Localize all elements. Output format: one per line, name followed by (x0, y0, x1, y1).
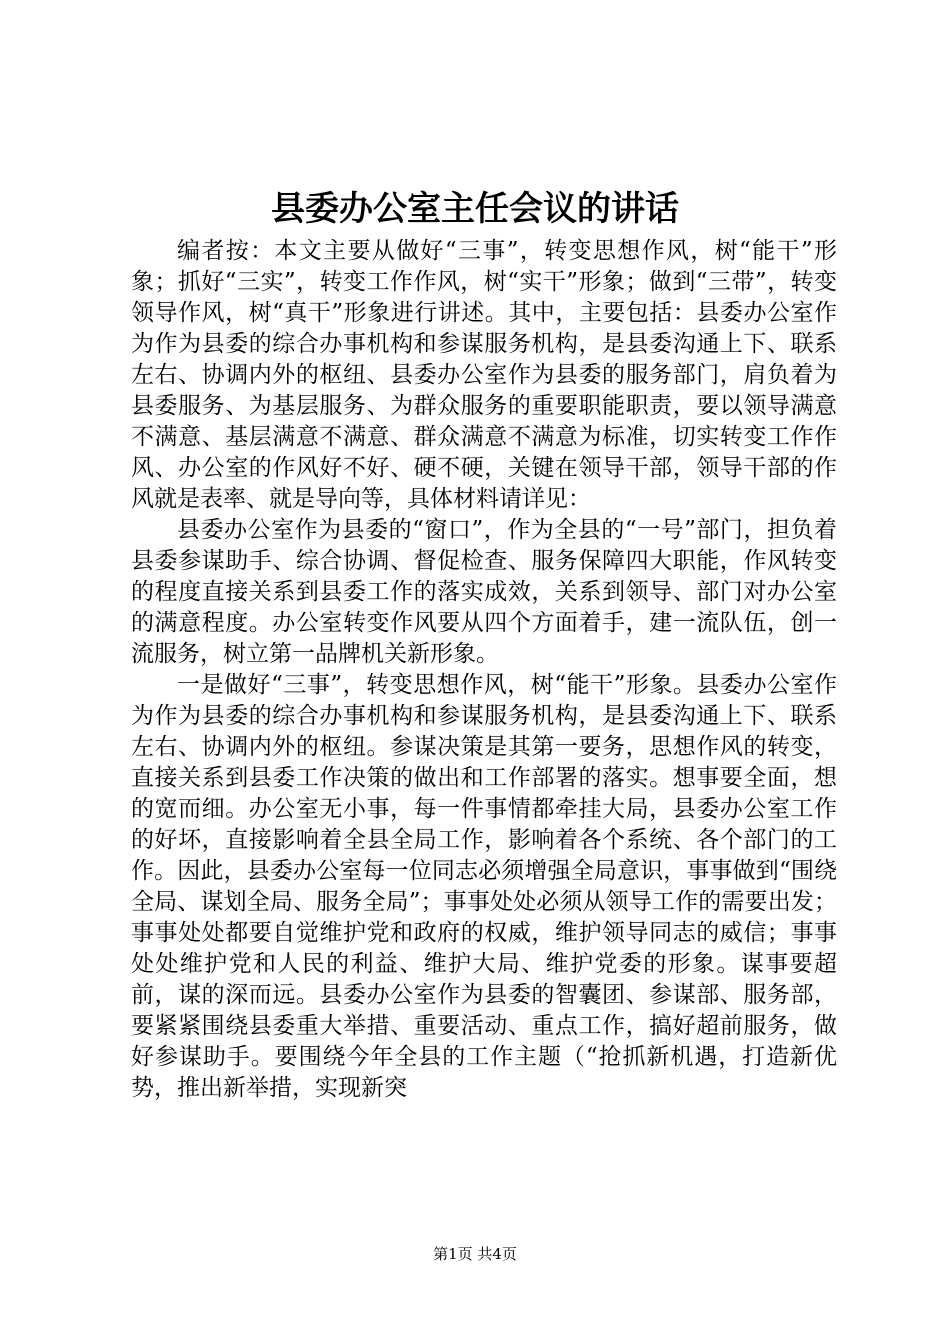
document-body (131, 236, 837, 1104)
page-title: 县委办公室主任会议的讲话 (271, 189, 679, 229)
page-number-footer: 第1页 共4页 (433, 1245, 517, 1263)
paragraph-section-one: 一是做好“三事”，转变思想作风，树“能干”形象。县委办公室作为作为县委的综合办事机构和参谋服务机构，是县委沟通上下、联系左右、协调内外的枢纽。参谋决策是其第一要务，思想作风的转变，直接关系到县委工作决策的做出和工作部署的落实。想事要全面，想的宽而细。办公室无小事，每一件事情都牵挂大局，县委办公室工作的好坏，直接影响着全县全局工作，影响着各个系统、各个部门的工作。因此，县委办公室每一位同志必须增强全局意识，事事做到“围绕全局、谋划全局、服务全局”；事事处处必须从领导工作的需要出发；事事处处都要自觉维护党和政府的权威，维护领导同志的威信；事事处处维护党和人民的利益、维护大局、维护党委的形象。谋事要超前，谋的深而远。县委办公室作为县委的智囊团、参谋部、服务部，要紧紧围绕县委重大举措、重要活动、重点工作，搞好超前服务，做好参谋助手。要围绕今年全县的工作主题（“抢抓新机遇，打造新优势，推出新举措，实现新突 (131, 672, 837, 1101)
paragraph-editor-note: 编者按：本文主要从做好“三事”，转变思想作风，树“能干”形象；抓好“三实”，转变工作作风，树“实干”形象；做到“三带”，转变领导作风，树“真干”形象进行讲述。其中，主要包括：县委办公室作为作为县委的综合办事机构和参谋服务机构，是县委沟通上下、联系左右、协调内外的枢纽、县委办公室作为县委的服务部门，肩负着为县委服务、为基层服务、为群众服务的重要职能职责，要以领导满意不满意、基层满意不满意、群众满意不满意为标准，切实转变工作作风、办公室的作风好不好、硬不硬，关键在领导干部，领导干部的作风就是表率、就是导向等，具体材料请详见： (131, 238, 837, 512)
paragraph-intro: 县委办公室作为县委的“窗口”，作为全县的“一号”部门，担负着县委参谋助手、综合协调、督促检查、服务保障四大职能，作风转变的程度直接关系到县委工作的落实成效，关系到领导、部门对办公室的满意程度。办公室转变作风要从四个方面着手，建一流队伍，创一流服务，树立第一品牌机关新形象。 (131, 517, 837, 667)
